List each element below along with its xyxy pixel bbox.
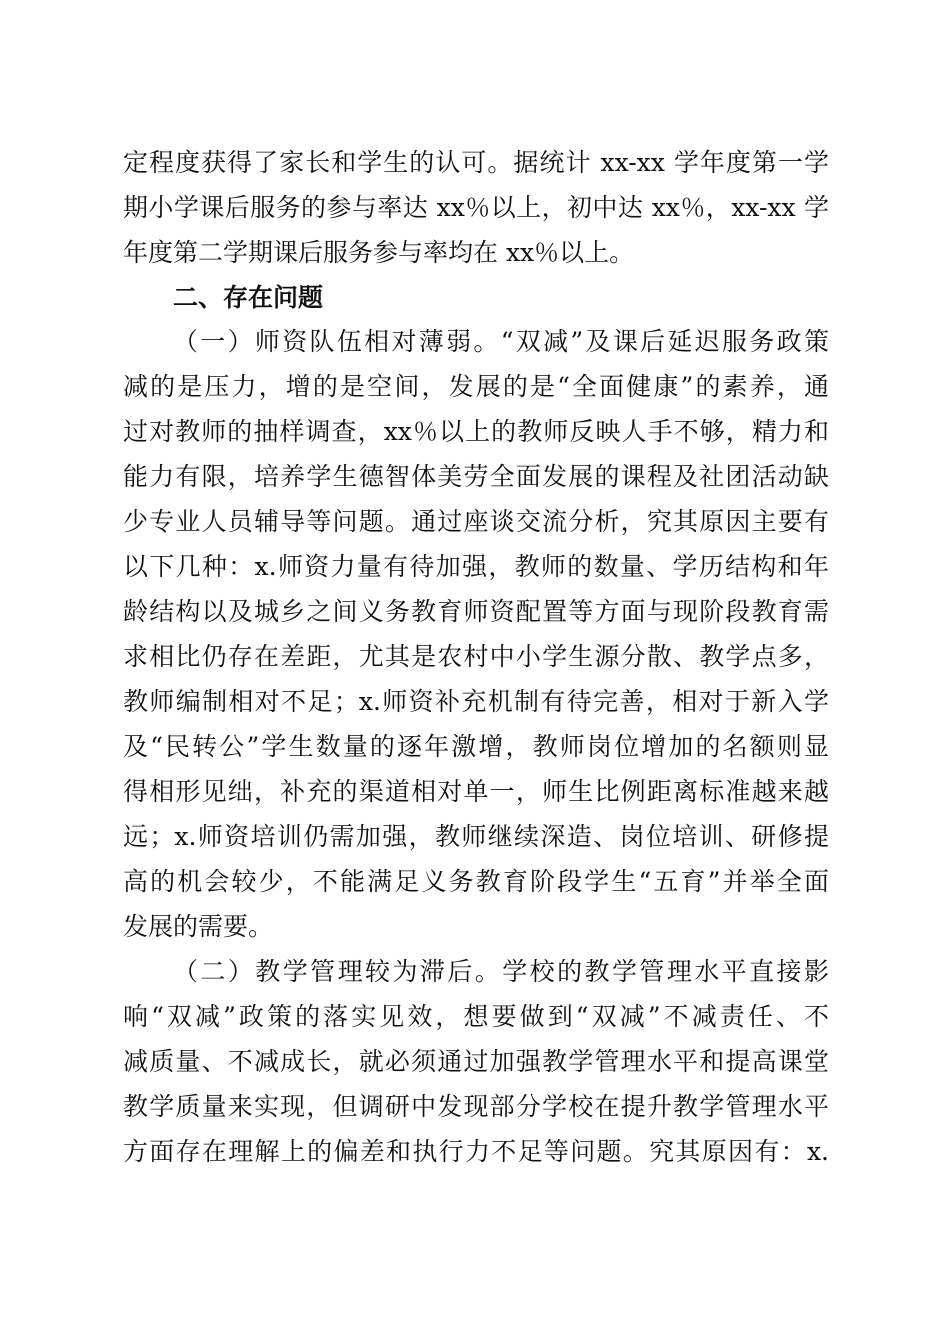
paragraph-line: 方面存在理解上的偏差和执行力不足等问题。究其原因有：x.	[123, 1137, 829, 1166]
paragraph-line: 能力有限，培养学生德智体美劳全面发展的课程及社团活动缺	[123, 462, 829, 491]
paragraph-line: 教师编制相对不足；x.师资补充机制有待完善，相对于新入学	[123, 687, 829, 716]
intro-line: 定程度获得了家长和学生的认可。据统计 xx-xx 学年度第一学	[123, 148, 829, 177]
paragraph-line: 高的机会较少，不能满足义务教育阶段学生“五育”并举全面	[123, 867, 829, 896]
paragraph-line: 减的是压力，增的是空间，发展的是“全面健康”的素养，通	[123, 372, 829, 401]
paragraph-line: 减质量、不减成长，就必须通过加强教学管理水平和提高课堂	[123, 1047, 829, 1076]
paragraph-line: 及“民转公”学生数量的逐年激增，教师岗位增加的名额则显	[123, 732, 829, 761]
paragraph-line: 得相形见绌，补充的渠道相对单一，师生比例距离标准越来越	[123, 777, 829, 806]
paragraph-line: （一）师资队伍相对薄弱。“双减”及课后延迟服务政策	[173, 327, 829, 356]
intro-line: 年度第二学期课后服务参与率均在 xx％以上。	[123, 238, 635, 267]
paragraph-line: 远；x.师资培训仍需加强，教师继续深造、岗位培训、研修提	[123, 822, 829, 851]
paragraph-line: 少专业人员辅导等问题。通过座谈交流分析，究其原因主要有	[123, 507, 829, 536]
paragraph-line: 发展的需要。	[123, 912, 274, 941]
paragraph-line: 求相比仍存在差距，尤其是农村中小学生源分散、教学点多，	[123, 642, 829, 671]
paragraph-line: 过对教师的抽样调查，xx％以上的教师反映人手不够，精力和	[123, 417, 829, 446]
paragraph-line: （二）教学管理较为滞后。学校的教学管理水平直接影	[173, 957, 829, 986]
paragraph-line: 以下几种：x.师资力量有待加强，教师的数量、学历结构和年	[123, 552, 829, 581]
paragraph-line: 教学质量来实现，但调研中发现部分学校在提升教学管理水平	[123, 1092, 829, 1121]
intro-line: 期小学课后服务的参与率达 xx％以上，初中达 xx％，xx-xx 学	[123, 193, 829, 222]
section-heading: 二、存在问题	[173, 283, 324, 312]
paragraph-line: 龄结构以及城乡之间义务教育师资配置等方面与现阶段教育需	[123, 597, 829, 626]
paragraph-line: 响“双减”政策的落实见效，想要做到“双减”不减责任、不	[123, 1002, 829, 1031]
